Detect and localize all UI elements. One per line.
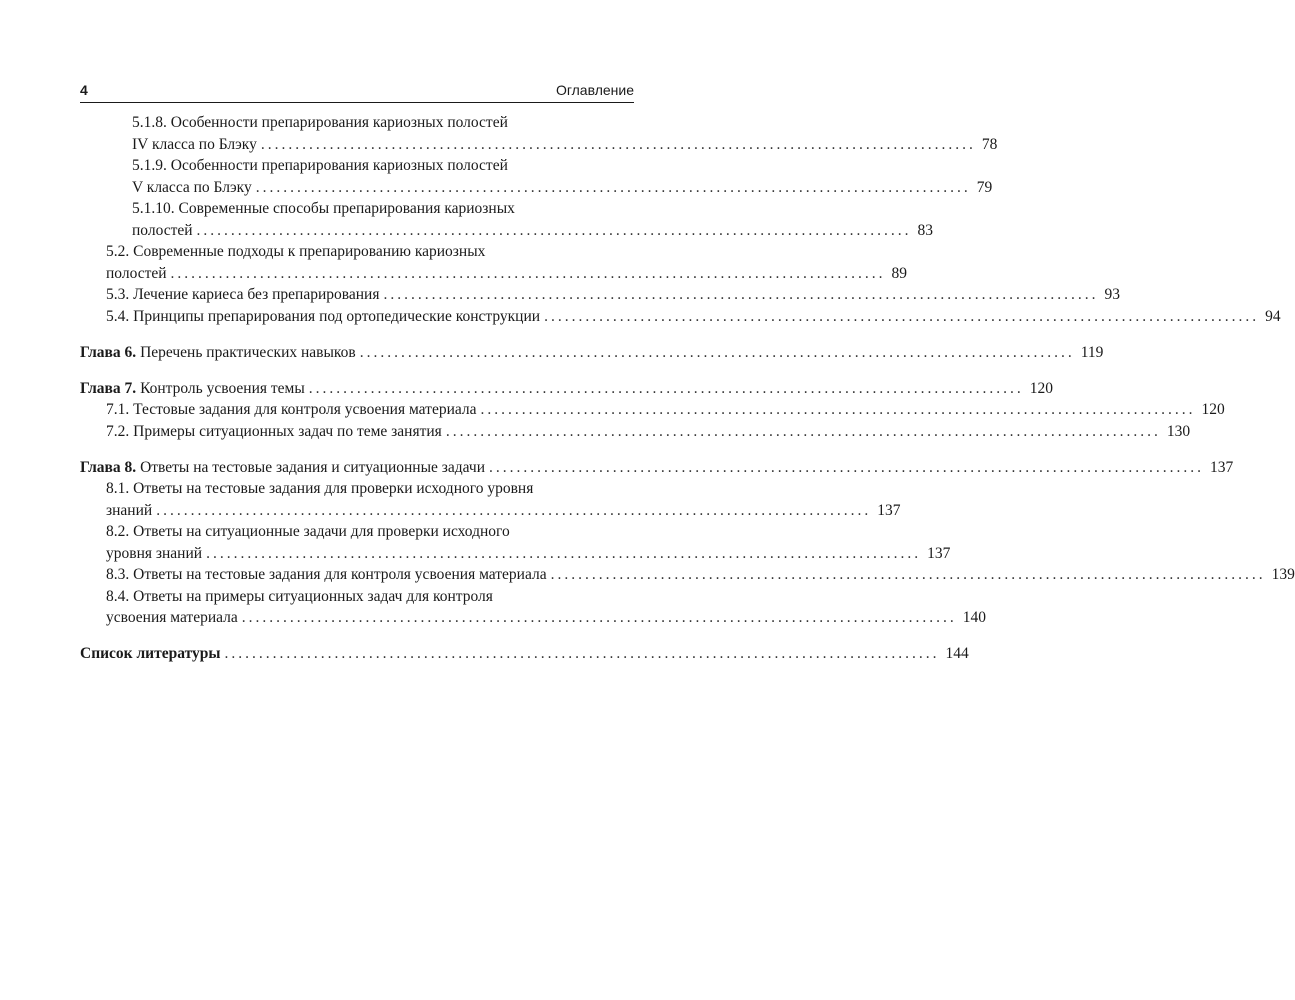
toc-entry-5-1-8-cont[interactable]: IV класса по Блэку ........................................................................................................ 78 bbox=[132, 134, 634, 156]
toc-entry-5-1-8[interactable]: 5.1.8. Особенности препарирования кариозных полостей bbox=[132, 114, 508, 131]
page-ref: 94 bbox=[1265, 307, 1281, 325]
page-ref: 137 bbox=[1210, 458, 1234, 476]
page-ref: 78 bbox=[981, 135, 998, 153]
dot-leader: ........................................................................................................ bbox=[544, 307, 1260, 325]
toc-entry-5-1-9[interactable]: 5.1.9. Особенности препарирования кариозных полостей bbox=[132, 157, 508, 174]
dot-leader: ........................................................................................................ bbox=[480, 401, 1196, 418]
dot-leader: ........................................................................................................ bbox=[196, 221, 912, 239]
page-header bbox=[80, 82, 634, 102]
page-ref: 89 bbox=[891, 264, 908, 282]
dot-leader: ........................................................................................................ bbox=[308, 379, 1024, 397]
toc-entry-8-1-cont[interactable]: знаний ........................................................................................................ 137 bbox=[106, 500, 634, 522]
page-ref: 83 bbox=[917, 221, 934, 239]
toc-entry-8-2[interactable]: 8.2. Ответы на ситуационные задачи для проверки исходного bbox=[106, 523, 510, 540]
dot-leader: ........................................................................................................ bbox=[359, 343, 1075, 361]
toc-entry-8-4[interactable]: 8.4. Ответы на примеры ситуационных задач для контроля bbox=[106, 587, 493, 605]
page-ref: 130 bbox=[1166, 422, 1191, 440]
page-ref: 119 bbox=[1080, 343, 1104, 361]
dot-leader: ........................................................................................................ bbox=[260, 135, 976, 153]
chapter-label: Глава 6. bbox=[80, 343, 137, 361]
page-ref: 137 bbox=[927, 544, 951, 562]
header-rule bbox=[80, 102, 634, 103]
page-ref: 120 bbox=[1201, 401, 1225, 418]
toc-entry-8-2-cont[interactable]: уровня знаний ........................................................................................................ 137 bbox=[106, 543, 634, 565]
toc-entry-5-2-cont[interactable]: полостей ........................................................................................................ 89 bbox=[106, 263, 634, 285]
toc-entry-5-2[interactable]: 5.2. Современные подходы к препарированию кариозных bbox=[106, 243, 486, 260]
dot-leader: ........................................................................................................ bbox=[170, 264, 886, 282]
dot-leader: ........................................................................................................ bbox=[383, 286, 1099, 303]
dot-leader: ........................................................................................................ bbox=[241, 609, 957, 626]
toc-entry-8-4-cont[interactable]: усвоения материала ........................................................................................................ 140 bbox=[106, 607, 634, 629]
page-ref: 120 bbox=[1029, 379, 1053, 397]
page-ref: 79 bbox=[976, 178, 993, 196]
dot-leader: ........................................................................................................ bbox=[445, 422, 1161, 440]
page-ref: 93 bbox=[1104, 286, 1120, 303]
toc-entry-5-1-10[interactable]: 5.1.10. Современные способы препарирования кариозных bbox=[132, 200, 515, 217]
dot-leader: ........................................................................................................ bbox=[224, 645, 940, 662]
dot-leader: ........................................................................................................ bbox=[489, 458, 1205, 476]
toc-chapter-6[interactable]: Глава 6. Перечень практических навыков ........................................................................................................ 119 bbox=[80, 342, 634, 364]
toc-entry-7-2[interactable]: 7.2. Примеры ситуационных задач по теме занятия ........................................................................................................ 130 bbox=[106, 421, 634, 443]
chapter-label: Глава 8. bbox=[80, 458, 137, 476]
page-ref: 140 bbox=[962, 609, 987, 626]
chapter-label: Глава 7. bbox=[80, 379, 137, 397]
dot-leader: ........................................................................................................ bbox=[550, 566, 1266, 583]
dot-leader: ........................................................................................................ bbox=[255, 178, 971, 196]
toc-entry-5-3[interactable]: 5.3. Лечение кариеса без препарирования ........................................................................................................ 93 bbox=[106, 284, 634, 306]
toc-chapter-8[interactable]: Глава 8. Ответы на тестовые задания и ситуационные задачи ........................................................................................................ 137 bbox=[80, 457, 634, 479]
toc-entry-8-3[interactable]: 8.3. Ответы на тестовые задания для контроля усвоения материала ........................................................................................................ 139 bbox=[106, 564, 634, 586]
toc-entry-8-1[interactable]: 8.1. Ответы на тестовые задания для проверки исходного уровня bbox=[106, 480, 534, 497]
toc-chapter-7[interactable]: Глава 7. Контроль усвоения темы ........................................................................................................ 120 bbox=[80, 378, 634, 400]
dot-leader: ........................................................................................................ bbox=[156, 501, 872, 519]
dot-leader: ........................................................................................................ bbox=[206, 544, 922, 562]
toc-entry-7-1[interactable]: 7.1. Тестовые задания для контроля усвоения материала ........................................................................................................ 120 bbox=[106, 399, 634, 421]
toc-bibliography[interactable]: Список литературы ........................................................................................................ 144 bbox=[80, 643, 634, 665]
running-title: Оглавление bbox=[555, 82, 634, 98]
page-number: 4 bbox=[80, 82, 88, 98]
page-ref: 137 bbox=[877, 501, 901, 519]
toc-entry-5-1-9-cont[interactable]: V класса по Блэку ........................................................................................................ 79 bbox=[132, 177, 634, 199]
page-ref: 139 bbox=[1271, 566, 1295, 583]
toc-entry-5-1-10-cont[interactable]: полостей ........................................................................................................ 83 bbox=[132, 220, 634, 242]
toc-entry-5-4[interactable]: 5.4. Принципы препарирования под ортопедические конструкции ........................................................................................................ 94 bbox=[106, 306, 634, 328]
page-ref: 144 bbox=[945, 645, 969, 662]
table-of-contents bbox=[80, 112, 1295, 665]
